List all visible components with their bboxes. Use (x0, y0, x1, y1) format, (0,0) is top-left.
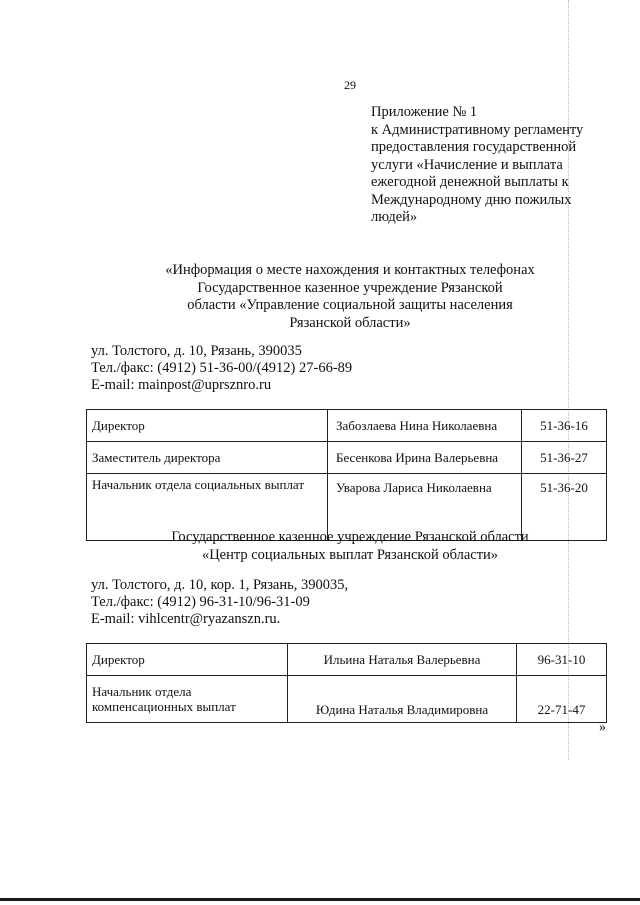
heading-line: «Информация о месте нахождения и контактных телефонах (165, 262, 535, 278)
heading-line: области «Управление социальной защиты населения (187, 297, 513, 313)
table-row (87, 644, 607, 676)
appendix-line: к Административному регламенту (371, 121, 584, 138)
page-number: 29 (344, 78, 356, 92)
section2-contacts (91, 577, 348, 628)
table-row (87, 410, 607, 442)
table-row (87, 442, 607, 474)
name-cell: Уварова Лариса Николаевна (328, 474, 522, 541)
scan-bottom-edge (0, 898, 640, 901)
appendix-line: услуги «Начисление и выплата (371, 156, 563, 173)
phone-fax: Тел./факс: (4912) 51-36-00/(4912) 27-66-89 (91, 360, 353, 376)
phone-cell: 51-36-20 (522, 474, 607, 541)
name-cell: Забозлаева Нина Николаевна (328, 410, 522, 442)
section1-contacts (91, 343, 352, 394)
name-cell: Юдина Наталья Владимировна (288, 676, 517, 723)
heading-line: «Центр социальных выплат Рязанской области» (201, 546, 499, 563)
phone-fax: Тел./факс: (4912) 96-31-10/96-31-09 (91, 594, 310, 610)
heading-line: Государственное казенное учреждение Рязанской (197, 279, 503, 296)
position-cell: Директор (87, 644, 288, 676)
appendix-block (371, 104, 606, 227)
phone-cell: 22-71-47 (517, 676, 607, 723)
address: ул. Толстого, д. 10, кор. 1, Рязань, 390035, (91, 577, 349, 593)
position-cell: Директор (87, 410, 328, 442)
appendix-line: Приложение № 1 (371, 104, 478, 120)
address: ул. Толстого, д. 10, Рязань, 390035 (91, 343, 302, 359)
section1-staff-table (86, 409, 607, 541)
heading-line: Рязанской области» (289, 314, 411, 331)
email: E-mail: mainpost@uprsznro.ru (91, 377, 272, 393)
phone-cell: 51-36-16 (522, 410, 607, 442)
name-cell: Бесенкова Ирина Валерьевна (328, 442, 522, 474)
position-cell: Начальник отдела социальных выплат (87, 474, 328, 541)
phone-cell: 51-36-27 (522, 442, 607, 474)
email: E-mail: vihlcentr@ryazanszn.ru. (91, 611, 281, 627)
section2-staff-table (86, 643, 607, 723)
continuation-mark: » (599, 720, 606, 735)
table-row (87, 676, 607, 723)
appendix-line: Международному дню пожилых (371, 191, 572, 208)
section1-heading (100, 262, 600, 332)
appendix-line: ежегодной денежной выплаты к (371, 174, 569, 190)
section2-heading (100, 529, 600, 564)
name-cell: Ильина Наталья Валерьевна (288, 644, 517, 676)
position-cell: Заместитель директора (87, 442, 328, 474)
appendix-line: людей» (371, 209, 418, 225)
position-cell: Начальник отдела компенсационных выплат (87, 676, 288, 723)
phone-cell: 96-31-10 (517, 644, 607, 676)
appendix-line: предоставления государственной (371, 139, 577, 155)
heading-line: Государственное казенное учреждение Рязанской области (171, 529, 529, 545)
